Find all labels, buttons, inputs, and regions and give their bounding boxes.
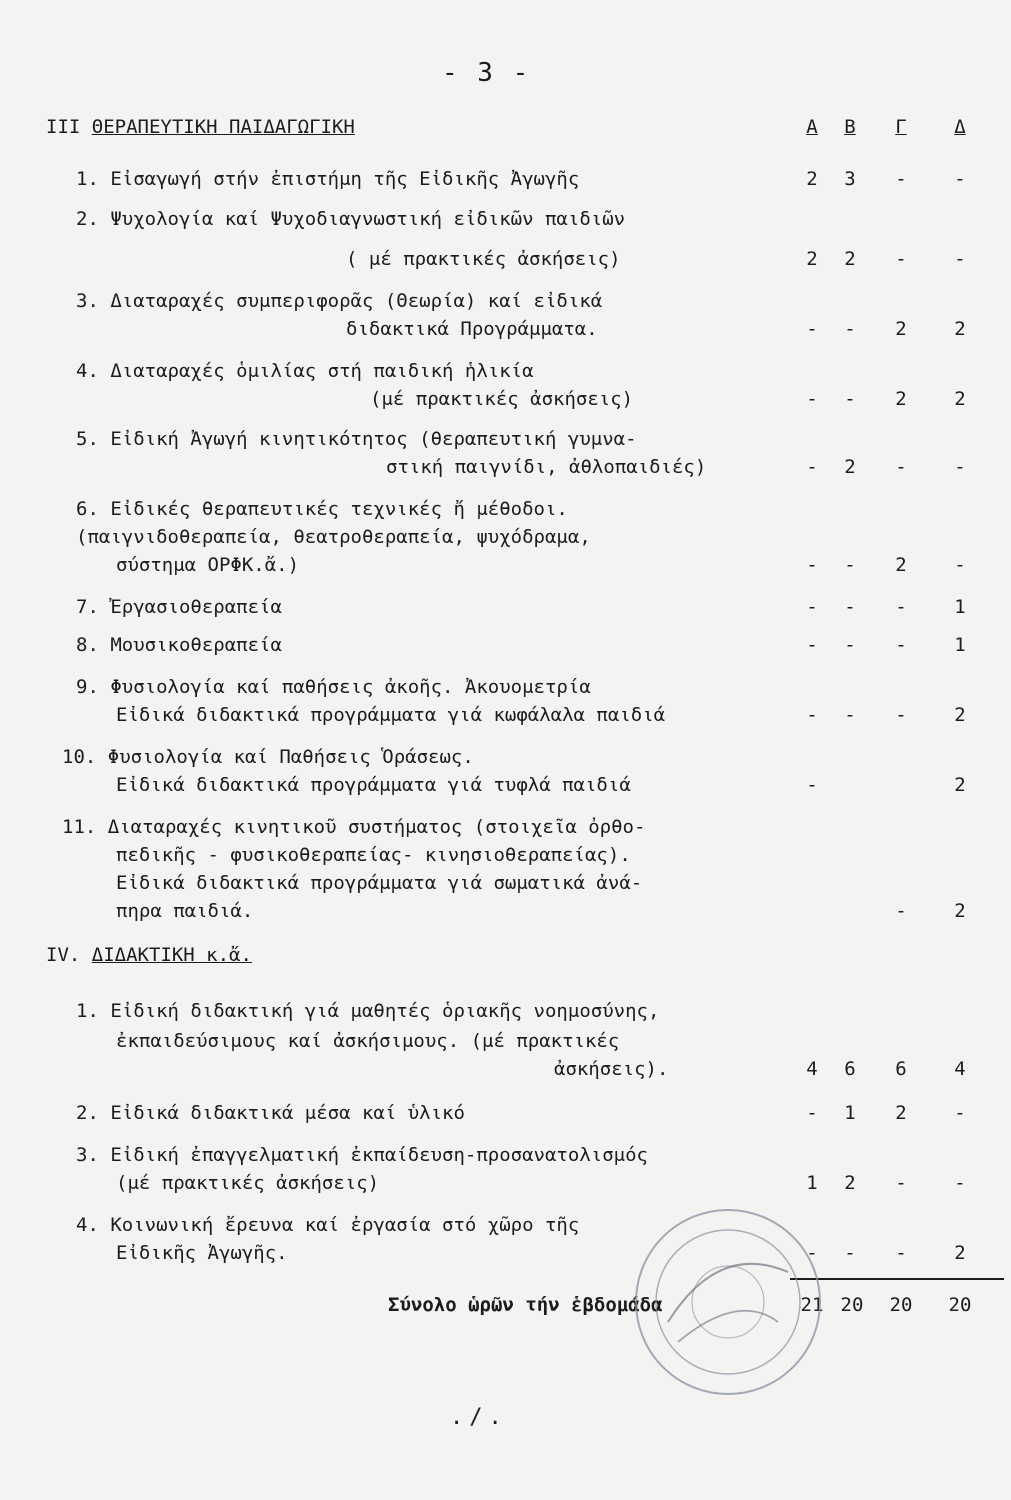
section-3-numeral: III <box>46 116 92 138</box>
course-item-11-programs: Εἰδικά διδακτικά προγράμματα γιά σωματικά ἀνά- <box>116 872 643 894</box>
course-item-9-cont: Εἰδικά διδακτικά προγράμματα γιά κωφάλαλα παιδιά <box>116 704 666 726</box>
hours-d: 2 <box>954 1242 966 1264</box>
hours-d: 2 <box>954 388 966 410</box>
hours-b: - <box>844 634 856 656</box>
hours-b: 6 <box>844 1058 856 1080</box>
course-item-7: 7. Ἐργασιοθεραπεία <box>76 596 282 618</box>
hours-c: - <box>895 900 907 922</box>
course-item-10-cont: Εἰδικά διδακτικά προγράμματα γιά τυφλά παιδιά <box>116 774 631 796</box>
column-header-d: Δ <box>954 116 966 138</box>
hours-d: - <box>954 554 966 576</box>
hours-c: 2 <box>895 1102 907 1124</box>
hours-c: - <box>895 248 907 270</box>
hours-d: 2 <box>954 774 966 796</box>
hours-b: 2 <box>844 248 856 270</box>
hours-b: - <box>844 554 856 576</box>
hours-c: 6 <box>895 1058 907 1080</box>
hours-a: - <box>806 1242 818 1264</box>
hours-d: - <box>954 1102 966 1124</box>
hours-a: - <box>806 388 818 410</box>
hours-a: 1 <box>806 1172 818 1194</box>
didactics-item-1: 1. Εἰδική διδακτική γιά μαθητές ὁριακῆς νοημοσύνης, <box>76 1000 660 1022</box>
didactics-item-3: 3. Εἰδική ἐπαγγελματική ἐκπαίδευση-προσανατολισμός <box>76 1144 648 1166</box>
section-4-title: ΔΙΔΑΚΤΙΚΗ κ.ἄ. <box>91 944 252 966</box>
hours-b: - <box>844 1242 856 1264</box>
hours-a: 2 <box>806 168 818 190</box>
course-item-1: 1. Εἰσαγωγή στήν ἐπιστήμη τῆς Εἰδικῆς Ἀγωγῆς <box>76 168 580 190</box>
didactics-item-4-cont: Εἰδικῆς Ἀγωγῆς. <box>116 1242 288 1264</box>
course-item-6-cont: σύστημα ΟΡΦΚ.ἄ.) <box>116 554 300 576</box>
hours-b: - <box>844 704 856 726</box>
course-item-11-end: πηρα παιδιά. <box>116 900 254 922</box>
total-c: 20 <box>889 1294 913 1316</box>
hours-c: - <box>895 596 907 618</box>
hours-c: - <box>895 634 907 656</box>
course-item-4: 4. Διαταραχές ὁμιλίας στή παιδική ἡλικία <box>76 360 534 382</box>
hours-a: - <box>806 318 818 340</box>
hours-a: - <box>806 704 818 726</box>
course-item-11: 11. Διαταραχές κινητικοῦ συστήματος (στοιχεῖα ὀρθο- <box>62 816 646 838</box>
hours-b: 1 <box>844 1102 856 1124</box>
page-footer-mark: ./. <box>450 1405 508 1430</box>
hours-a: 4 <box>806 1058 818 1080</box>
hours-d: 2 <box>954 900 966 922</box>
hours-b: 3 <box>844 168 856 190</box>
course-item-2: 2. Ψυχολογία καί Ψυχοδιαγνωστική εἰδικῶν παιδιῶν <box>76 208 626 230</box>
hours-d: 1 <box>954 634 966 656</box>
hours-d: 2 <box>954 704 966 726</box>
section-4-numeral: IV. <box>46 944 92 966</box>
column-header-a: Α <box>806 116 818 138</box>
total-d: 20 <box>948 1294 972 1316</box>
hours-d: - <box>954 168 966 190</box>
section-4-heading <box>46 944 252 966</box>
hours-a: - <box>806 1102 818 1124</box>
hours-a: 2 <box>806 248 818 270</box>
section-3-heading <box>46 116 355 138</box>
hours-d: 4 <box>954 1058 966 1080</box>
total-a: 21 <box>800 1294 824 1316</box>
hours-d: - <box>954 1172 966 1194</box>
page-number: - 3 - <box>442 58 531 88</box>
hours-c: - <box>895 168 907 190</box>
hours-c: 2 <box>895 318 907 340</box>
course-item-6: 6. Εἰδικές θεραπευτικές τεχνικές ἤ μέθοδοι. <box>76 498 568 520</box>
hours-b: - <box>844 388 856 410</box>
course-item-3-cont: διδακτικά Προγράμματα. <box>346 318 598 340</box>
total-b: 20 <box>840 1294 864 1316</box>
official-stamp <box>628 1202 828 1402</box>
hours-a: - <box>806 456 818 478</box>
course-item-4-note: (μέ πρακτικές ἀσκήσεις) <box>370 388 634 410</box>
hours-d: - <box>954 248 966 270</box>
didactics-item-2: 2. Εἰδικά διδακτικά μέσα καί ὑλικό <box>76 1102 465 1124</box>
hours-c: - <box>895 456 907 478</box>
hours-d: - <box>954 456 966 478</box>
hours-a: - <box>806 774 818 796</box>
hours-b: 2 <box>844 1172 856 1194</box>
hours-d: 2 <box>954 318 966 340</box>
total-label: Σύνολο ὡρῶν τήν ἑβδομάδα <box>388 1294 663 1316</box>
hours-c: 2 <box>895 388 907 410</box>
course-item-2-note: ( μέ πρακτικές ἀσκήσεις) <box>346 248 621 270</box>
course-item-10: 10. Φυσιολογία καί Παθήσεις Ὁράσεως. <box>62 746 474 768</box>
hours-c: - <box>895 1172 907 1194</box>
hours-d: 1 <box>954 596 966 618</box>
didactics-item-1-cont: ἐκπαιδεύσιμους καί ἀσκήσιμους. (μέ πρακτικές <box>116 1030 620 1052</box>
hours-c: - <box>895 704 907 726</box>
column-header-c: Γ <box>895 116 907 138</box>
course-item-11-cont: πεδικῆς - φυσικοθεραπείας- κινησιοθεραπείας). <box>116 844 631 866</box>
section-3-title: ΘΕΡΑΠΕΥΤΙΚΗ ΠΑΙΔΑΓΩΓΙΚΗ <box>91 116 355 138</box>
hours-b: 2 <box>844 456 856 478</box>
hours-a: - <box>806 554 818 576</box>
didactics-item-4: 4. Κοινωνική ἔρευνα καί ἐργασία στό χῶρο τῆς <box>76 1214 580 1236</box>
course-item-5-cont: στική παιγνίδι, ἀθλοπαιδιές) <box>386 456 707 478</box>
hours-b: - <box>844 318 856 340</box>
course-item-8: 8. Μουσικοθεραπεία <box>76 634 282 656</box>
course-item-6-list: (παιγνιδοθεραπεία, θεατροθεραπεία, ψυχόδραμα, <box>76 526 591 548</box>
course-item-5: 5. Εἰδική Ἀγωγή κινητικότητος (θεραπευτική γυμνα- <box>76 428 637 450</box>
hours-c: 2 <box>895 554 907 576</box>
didactics-item-3-note: (μέ πρακτικές ἀσκήσεις) <box>116 1172 380 1194</box>
hours-a: - <box>806 596 818 618</box>
hours-b: - <box>844 596 856 618</box>
course-item-3: 3. Διαταραχές συμπεριφορᾶς (Θεωρία) καί εἰδικά <box>76 290 603 312</box>
hours-a: - <box>806 634 818 656</box>
didactics-item-1-end: ἀσκήσεις). <box>554 1058 669 1080</box>
course-item-9: 9. Φυσιολογία καί παθήσεις ἀκοῆς. Ἀκουομετρία <box>76 676 591 698</box>
column-header-b: Β <box>844 116 856 138</box>
hours-c: - <box>895 1242 907 1264</box>
